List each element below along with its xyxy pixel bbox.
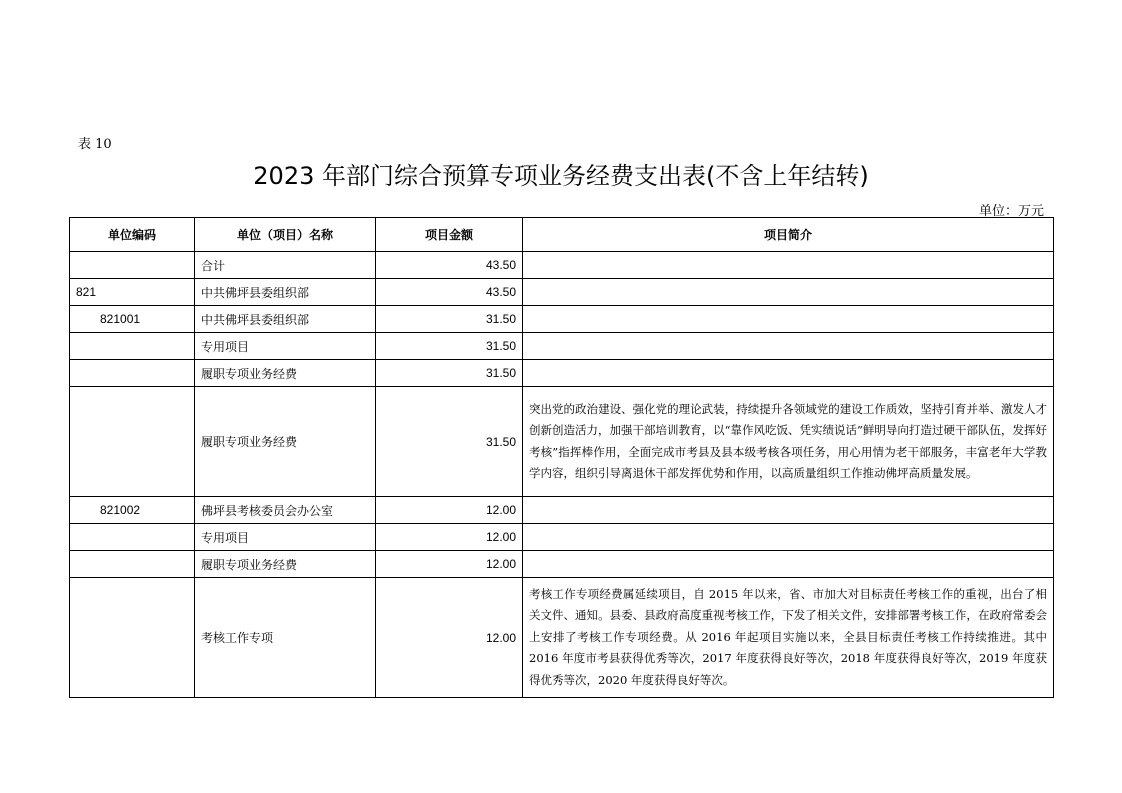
cell-description	[523, 252, 1054, 279]
cell-name: 履职专项业务经费	[195, 360, 376, 387]
cell-description	[523, 333, 1054, 360]
table-row-total	[70, 252, 1054, 279]
cell-code	[70, 524, 195, 551]
table-row	[70, 279, 1054, 306]
cell-amount: 12.00	[376, 578, 523, 698]
table-row	[70, 306, 1054, 333]
cell-description	[523, 551, 1054, 578]
table-number-label: 表 10	[78, 137, 112, 152]
cell-amount: 31.50	[376, 333, 523, 360]
cell-description: 考核工作专项经费属延续项目，自 2015 年以来，省、市加大对目标责任考核工作的重视，出台了相关文件、通知。县委、县政府高度重视考核工作，下发了相关文件，安排部署考核工作，在政府常委会上安排了考核工作专项经费。从 2016 年起项目实施以来，全县目标责任考核工作持续推进。其中 2016 年度市考县获得优秀等次，2017 年度获得良好等次，2018 年度获得良好等次，2019 年度获得优秀等次，2020 年度获得良好等次。	[523, 578, 1054, 698]
cell-code	[70, 578, 195, 698]
cell-amount: 31.50	[376, 387, 523, 497]
table-row	[70, 497, 1054, 524]
column-header-amount: 项目金额	[376, 218, 523, 252]
cell-description	[523, 306, 1054, 333]
column-header-code: 单位编码	[70, 218, 195, 252]
cell-description	[523, 360, 1054, 387]
table-header-row	[70, 218, 1054, 252]
table-row	[70, 524, 1054, 551]
table-row	[70, 578, 1054, 698]
cell-code: 821002	[70, 497, 195, 524]
cell-name: 专用项目	[195, 524, 376, 551]
cell-description	[523, 524, 1054, 551]
cell-code	[70, 551, 195, 578]
document-title: 2023 年部门综合预算专项业务经费支出表(不含上年结转)	[253, 162, 869, 190]
cell-name: 专用项目	[195, 333, 376, 360]
cell-code: 821	[70, 279, 195, 306]
unit-note: 单位：万元	[978, 204, 1044, 219]
table-row	[70, 387, 1054, 497]
cell-amount: 43.50	[376, 279, 523, 306]
cell-name: 合计	[195, 252, 376, 279]
cell-name: 考核工作专项	[195, 578, 376, 698]
cell-amount: 12.00	[376, 524, 523, 551]
cell-code	[70, 333, 195, 360]
cell-description: 突出党的政治建设、强化党的理论武装，持续提升各领域党的建设工作质效，坚持引育并举、激发人才创新创造活力，加强干部培训教育，以“靠作风吃饭、凭实绩说话”鲜明导向打造过硬干部队伍，发挥好考核”指挥棒作用，全面完成市考县及县本级考核各项任务，用心用情为老干部服务，丰富老年大学教学内容，组织引导离退休干部发挥优势和作用，以高质量组织工作推动佛坪高质量发展。	[523, 387, 1054, 497]
cell-code	[70, 252, 195, 279]
cell-name: 佛坪县考核委员会办公室	[195, 497, 376, 524]
cell-name: 中共佛坪县委组织部	[195, 306, 376, 333]
cell-amount: 31.50	[376, 306, 523, 333]
cell-code	[70, 360, 195, 387]
cell-description	[523, 279, 1054, 306]
column-header-description: 项目简介	[523, 218, 1054, 252]
cell-amount: 12.00	[376, 497, 523, 524]
table-row	[70, 360, 1054, 387]
cell-amount: 12.00	[376, 551, 523, 578]
budget-table	[69, 217, 1054, 698]
cell-amount: 31.50	[376, 360, 523, 387]
cell-code	[70, 387, 195, 497]
column-header-name: 单位（项目）名称	[195, 218, 376, 252]
cell-name: 履职专项业务经费	[195, 387, 376, 497]
cell-amount: 43.50	[376, 252, 523, 279]
cell-name: 中共佛坪县委组织部	[195, 279, 376, 306]
cell-code: 821001	[70, 306, 195, 333]
cell-name: 履职专项业务经费	[195, 551, 376, 578]
table-row	[70, 551, 1054, 578]
cell-description	[523, 497, 1054, 524]
table-row	[70, 333, 1054, 360]
